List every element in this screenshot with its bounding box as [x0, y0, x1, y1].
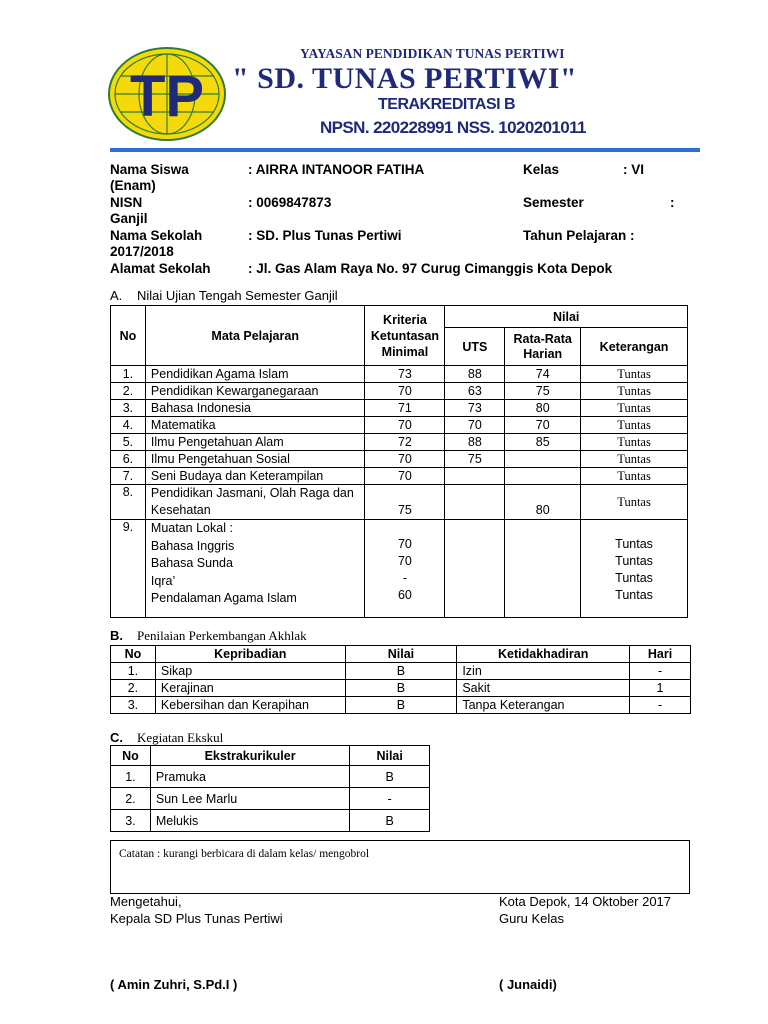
row-subject [145, 520, 365, 618]
local-kkm: - [402, 571, 408, 585]
table-row [111, 383, 688, 400]
extracurricular-table [110, 745, 430, 832]
avg-line-1: Rata-Rata [513, 331, 572, 346]
col-no: No [111, 306, 146, 366]
row-uts: 88 [445, 434, 505, 451]
local-ket: Tuntas [615, 537, 653, 551]
teacher-title: Guru Kelas [499, 911, 565, 926]
school-name-label: Nama Sekolah [110, 228, 203, 243]
local-subject: Bahasa Inggris [150, 538, 235, 553]
row-kkm: 73 [365, 366, 445, 383]
row-uts [445, 520, 505, 618]
row-subject: Matematika [145, 417, 365, 434]
row-ekskul: Melukis [150, 810, 349, 832]
table-row [111, 468, 688, 485]
row-average: 75 [505, 383, 581, 400]
local-content-title: Muatan Lokal : [150, 521, 233, 535]
row-uts: 88 [445, 366, 505, 383]
principal-name: ( Amin Zuhri, S.Pd.I ) [110, 977, 238, 992]
school-logo [106, 44, 228, 144]
row-keterangan: Tuntas [581, 366, 688, 383]
place-date: Kota Depok, 14 Oktober 2017 [499, 894, 672, 909]
row-average: 80 [505, 485, 581, 520]
row-nilai: B [345, 663, 457, 680]
local-kkm: 60 [397, 588, 412, 602]
col-nilai: Nilai [445, 306, 688, 328]
row-keterangan: Tuntas [581, 468, 688, 485]
class-label: Kelas [523, 162, 560, 177]
row-kkm [365, 520, 445, 618]
row-absence: Tanpa Keterangan [457, 697, 630, 714]
row-kkm: 70 [365, 417, 445, 434]
row-average: 85 [505, 434, 581, 451]
row-no: 2. [111, 383, 146, 400]
row-ekskul: Pramuka [150, 766, 349, 788]
row-kkm: 75 [365, 485, 445, 520]
row-kkm: 70 [365, 468, 445, 485]
table-row [111, 417, 688, 434]
kkm-line-3: Minimal [381, 344, 429, 359]
row-subject: Pendidikan Agama Islam [145, 366, 365, 383]
row-no: 1. [111, 766, 151, 788]
row-subject: Ilmu Pengetahuan Alam [145, 434, 365, 451]
row-ekskul: Sun Lee Marlu [150, 788, 349, 810]
row-uts: 70 [445, 417, 505, 434]
col-nilai: Nilai [345, 646, 457, 663]
col-ketidakhadiran: Ketidakhadiran [457, 646, 630, 663]
section-a-title: Nilai Ujian Tengah Semester Ganjil [137, 288, 338, 303]
row-no: 2. [111, 680, 156, 697]
nisn-label: NISN [110, 195, 143, 210]
academic-year-label: Tahun Pelajaran : [523, 228, 635, 243]
col-average [505, 328, 581, 366]
table-row [111, 697, 691, 714]
row-nilai: B [350, 766, 430, 788]
row-hari: - [630, 663, 691, 680]
table-row [111, 434, 688, 451]
row-hari: - [630, 697, 691, 714]
row-keterangan [581, 520, 688, 618]
logo-lettering: TP [129, 64, 205, 129]
row-no: 7. [111, 468, 146, 485]
local-ket: Tuntas [615, 571, 653, 585]
local-kkm: 70 [397, 537, 412, 551]
kkm-line-1: Kriteria [383, 312, 427, 327]
row-average: 70 [505, 417, 581, 434]
teacher-note: Catatan : kurangi berbicara di dalam kelas/ mengobrol [119, 848, 370, 860]
table-row [111, 680, 691, 697]
row-subject: Seni Budaya dan Keterampilan [145, 468, 365, 485]
col-uts: UTS [445, 328, 505, 366]
row-hari: 1 [630, 680, 691, 697]
row-average [505, 520, 581, 618]
header-divider [110, 148, 700, 152]
row-no: 1. [111, 366, 146, 383]
class-value: : VI [623, 162, 645, 177]
row-kepribadian: Kebersihan dan Kerapihan [155, 697, 345, 714]
avg-line-2: Harian [523, 346, 563, 361]
table-row [111, 485, 688, 520]
row-no: 8. [111, 485, 146, 520]
teacher-name: ( Junaidi) [499, 977, 557, 992]
behaviour-table [110, 645, 691, 714]
row-kkm: 70 [365, 383, 445, 400]
school-title: " SD. TUNAS PERTIWI" [232, 62, 578, 95]
row-kkm: 71 [365, 400, 445, 417]
local-subject: Bahasa Sunda [150, 556, 233, 570]
table-row [111, 451, 688, 468]
row-average: 74 [505, 366, 581, 383]
col-hari: Hari [630, 646, 691, 663]
row-nilai: - [350, 788, 430, 810]
row-no: 5. [111, 434, 146, 451]
col-no: No [111, 646, 156, 663]
table-row [111, 400, 688, 417]
grades-table [110, 305, 688, 618]
row-nilai: B [350, 810, 430, 832]
subject-line-1: Pendidikan Jasmani, Olah Raga dan [150, 486, 354, 500]
row-no: 6. [111, 451, 146, 468]
row-absence: Sakit [457, 680, 630, 697]
row-nilai: B [345, 697, 457, 714]
row-uts [445, 468, 505, 485]
acknowledged-label: Mengetahui, [110, 894, 182, 909]
principal-title: Kepala SD Plus Tunas Pertiwi [110, 911, 283, 926]
semester-colon: : [670, 195, 675, 210]
col-kepribadian: Kepribadian [155, 646, 345, 663]
row-kkm: 72 [365, 434, 445, 451]
table-row [111, 788, 430, 810]
col-no: No [111, 746, 151, 766]
semester-label: Semester [523, 195, 584, 210]
section-a-letter: A. [110, 288, 123, 303]
row-no: 2. [111, 788, 151, 810]
col-nilai: Nilai [350, 746, 430, 766]
table-row [111, 766, 430, 788]
address-label: Alamat Sekolah [110, 261, 211, 276]
section-b-title: Penilaian Perkembangan Akhlak [137, 628, 307, 643]
table-row [111, 663, 691, 680]
row-keterangan: Tuntas [581, 400, 688, 417]
table-row [111, 810, 430, 832]
school-name-value: : SD. Plus Tunas Pertiwi [248, 228, 402, 243]
row-average: 80 [505, 400, 581, 417]
local-subject: Pendalaman Agama Islam [150, 591, 297, 605]
section-c-title: Kegiatan Ekskul [137, 730, 224, 745]
row-subject: Bahasa Indonesia [145, 400, 365, 417]
row-kkm: 70 [365, 451, 445, 468]
foundation-name: YAYASAN PENDIDIKAN TUNAS PERTIWI [300, 46, 565, 61]
row-keterangan: Tuntas [581, 417, 688, 434]
row-nilai: B [345, 680, 457, 697]
accreditation: TERAKREDITASI B [378, 96, 516, 113]
row-no: 3. [111, 810, 151, 832]
table-row [111, 520, 688, 618]
local-kkm: 70 [397, 554, 412, 568]
row-keterangan: Tuntas [581, 434, 688, 451]
row-no: 1. [111, 663, 156, 680]
section-b-letter: B. [110, 628, 123, 643]
student-name-value: : AIRRA INTANOOR FATIHA [248, 162, 425, 177]
row-keterangan: Tuntas [581, 485, 688, 520]
row-subject: Ilmu Pengetahuan Sosial [145, 451, 365, 468]
row-keterangan: Tuntas [581, 383, 688, 400]
row-subject: Pendidikan Kewarganegaraan [145, 383, 365, 400]
school-ids: NPSN. 220228991 NSS. 1020201011 [320, 118, 586, 137]
local-subject: Iqra’ [150, 573, 176, 588]
academic-year-value: 2017/2018 [110, 244, 174, 259]
table-row [111, 366, 688, 383]
row-no: 3. [111, 697, 156, 714]
col-kkm [365, 306, 445, 366]
teacher-note-box [110, 840, 690, 894]
col-keterangan: Keterangan [581, 328, 688, 366]
kkm-line-2: Ketuntasan [370, 328, 439, 343]
row-no: 9. [111, 520, 146, 618]
row-uts [445, 485, 505, 520]
col-ekskul: Ekstrakurikuler [150, 746, 349, 766]
row-keterangan: Tuntas [581, 451, 688, 468]
local-ket: Tuntas [615, 588, 653, 602]
row-uts: 73 [445, 400, 505, 417]
col-subject: Mata Pelajaran [145, 306, 365, 366]
row-kepribadian: Sikap [155, 663, 345, 680]
row-no: 3. [111, 400, 146, 417]
semester-value: Ganjil [110, 211, 148, 226]
row-average [505, 468, 581, 485]
row-uts: 63 [445, 383, 505, 400]
row-subject [145, 485, 365, 520]
subject-line-2: Kesehatan [150, 503, 211, 517]
student-name-label: Nama Siswa [110, 162, 189, 177]
address-value: : Jl. Gas Alam Raya No. 97 Curug Cimanggis Kota Depok [248, 261, 613, 276]
nisn-value: : 0069847873 [248, 195, 332, 210]
row-absence: Izin [457, 663, 630, 680]
row-uts: 75 [445, 451, 505, 468]
class-value-cont: (Enam) [110, 178, 156, 193]
row-average [505, 451, 581, 468]
local-ket: Tuntas [615, 554, 653, 568]
row-no: 4. [111, 417, 146, 434]
row-kepribadian: Kerajinan [155, 680, 345, 697]
section-c-letter: C. [110, 730, 123, 745]
